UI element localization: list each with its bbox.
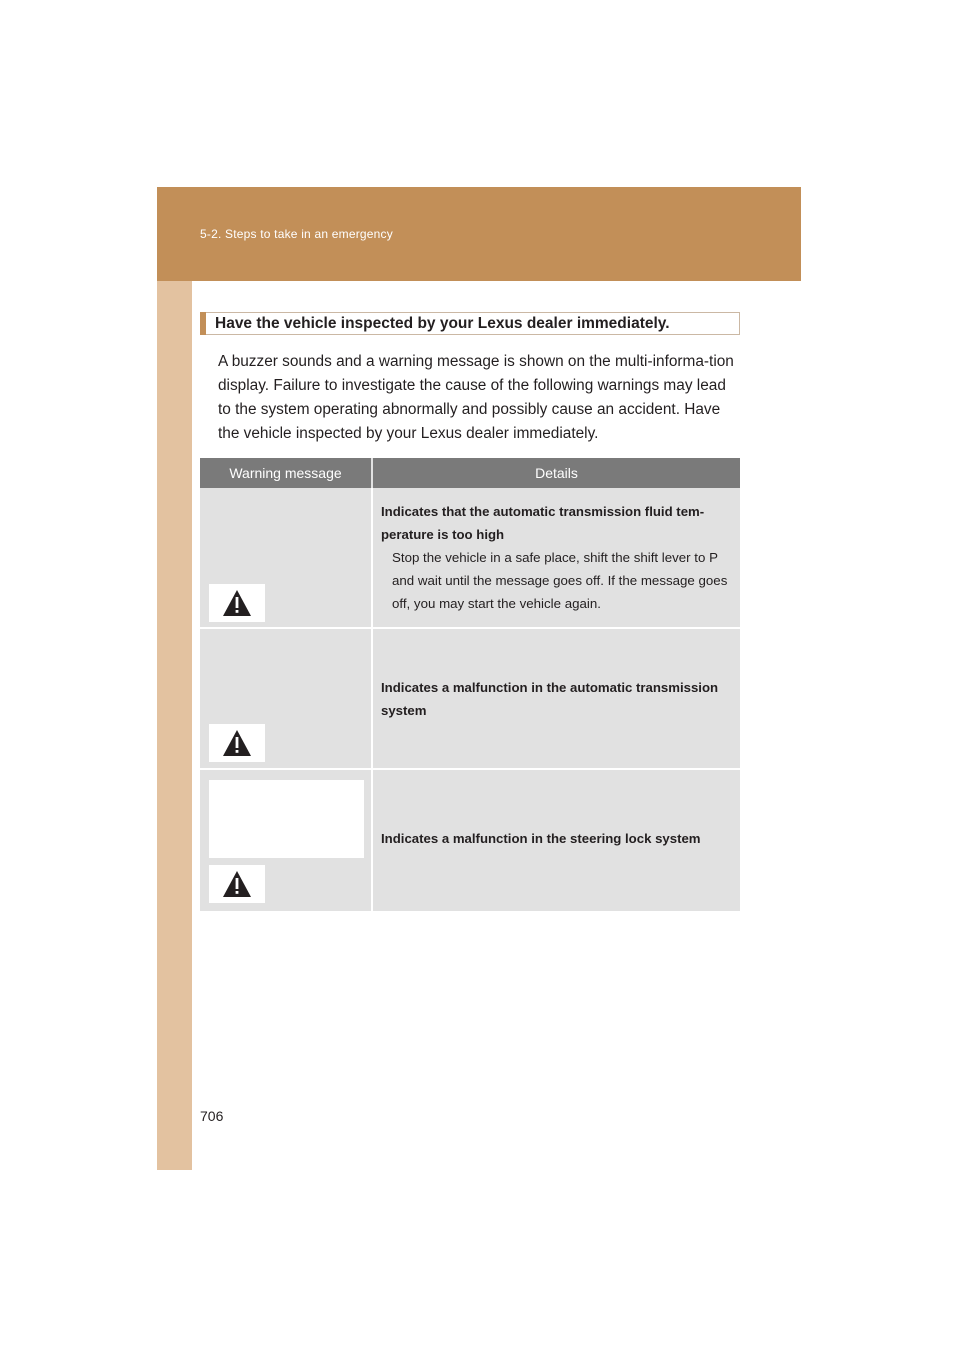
table-row-detail [381, 827, 737, 850]
heading-text: Have the vehicle inspected by your Lexus dealer immediately. [215, 315, 670, 332]
detail-body: Stop the vehicle in a safe place, shift the shift lever to P and wait until the message goes off. If the message goes off, you may start the vehicle again. [392, 550, 728, 611]
detail-title: Indicates a malfunction in the automatic transmission system [381, 680, 719, 718]
intro-paragraph: A buzzer sounds and a warning message is shown on the multi-informa-tion display. Failure to investigate the cause of the following warnings may lead to the system operating abnormally and possibly cause an accident. Have the vehicle inspected by your Lexus dealer immediately. [218, 353, 734, 442]
table-row-detail [381, 676, 737, 722]
detail-title: Indicates that the automatic transmission fluid tem-perature is too high [381, 504, 705, 542]
column-divider [371, 488, 373, 911]
heading-box [200, 312, 740, 335]
column-header-details: Details [373, 458, 740, 488]
column-header-warning-message: Warning message [200, 458, 371, 488]
detail-title: Indicates a malfunction in the steering lock system [381, 831, 701, 846]
message-display-box [209, 780, 364, 858]
warning-triangle-icon [209, 724, 265, 762]
side-strip [157, 187, 192, 1170]
page-number: 706 [200, 1108, 224, 1124]
table-row-detail [381, 500, 737, 615]
heading-accent-bar [200, 312, 206, 335]
warning-table [200, 458, 740, 911]
section-label: 5-2. Steps to take in an emergency [200, 227, 393, 241]
warning-triangle-icon [209, 865, 265, 903]
warning-triangle-icon [209, 584, 265, 622]
row-divider [200, 768, 740, 770]
row-divider [200, 627, 740, 629]
